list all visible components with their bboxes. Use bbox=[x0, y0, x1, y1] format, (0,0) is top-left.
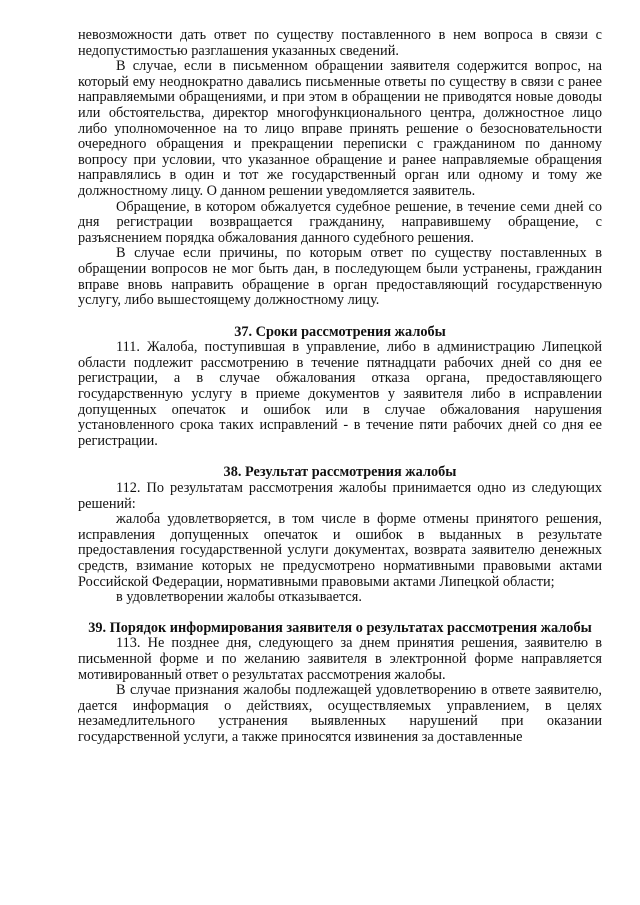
paragraph-112: 112. По результатам рассмотрения жалобы принимается одно из следующих решений: bbox=[78, 480, 602, 512]
spacer bbox=[78, 606, 602, 621]
section-heading-37: 37. Сроки рассмотрения жалобы bbox=[234, 323, 446, 340]
section-heading-38: 38. Результат рассмотрения жалобы bbox=[223, 464, 457, 481]
paragraph-continuation: невозможности дать ответ по существу поставленного в нем вопроса в связи с недопустимостью разглашения указанных сведений. bbox=[78, 27, 602, 59]
paragraph-reasons-removed: В случае если причины, по которым ответ по существу поставленных в обращении вопросов не мог быть дан, в последующем были устранены, гражданин вправе вновь направить обращение в орган предоставляющий государственную услугу, либо вышестоящему должностному лицу. bbox=[78, 245, 602, 309]
paragraph-complaint-refused: в удовлетворении жалобы отказывается. bbox=[116, 589, 362, 606]
section-heading-39: 39. Порядок информирования заявителя о результатах рассмотрения жалобы bbox=[88, 619, 592, 636]
paragraph-113: 113. Не позднее дня, следующего за днем принятия решения, заявителю в письменной форме и по желанию заявителя в электронной форме направляется мотивированный ответ о результатах рассмотрения жалобы. bbox=[78, 635, 602, 683]
paragraph-court-decision: Обращение, в котором обжалуется судебное решение, в течение семи дней со дня регистрации возвращается гражданину, направившему обращение, с разъяснением порядка обжалования данного судебного решения. bbox=[78, 198, 602, 246]
spacer bbox=[78, 449, 602, 465]
paragraph-repeated-appeals: В случае, если в письменном обращении заявителя содержится вопрос, на который ему неоднократно давались письменные ответы по существу в связи с ранее направляемыми обращениями, и при этом в обращении не приводятся новые доводы или обстоятельства, директор многофункционального центра, должностное лицо либо уполномоченное на то лицо вправе принять решение о безосновательности очередного обращения и прекращении переписки с гражданином по данному вопросу при условии, что указанное обращение и ранее направляемые обращения направлялись в один и тот же государственный орган или одному и тому же должностному лицу. О данном решении уведомляется заявитель. bbox=[78, 58, 602, 199]
paragraph-satisfied-response: В случае признания жалобы подлежащей удовлетворению в ответе заявителю, дается информация о действиях, осуществляемых управлением, в целях незамедлительного устранения выявленных нарушений при оказании государственной услуги, а также приносятся извинения за доставленные bbox=[78, 682, 602, 745]
paragraph-complaint-satisfied: жалоба удовлетворяется, в том числе в форме отмены принятого решения, исправления допущенных опечаток и ошибок в выданных в результате предоставления государственной услуги документах, возврата заявителю денежных средств, взимание которых не предусмотрено нормативными правовыми актами Российской Федерации, нормативными правовыми актами Липецкой области; bbox=[78, 511, 602, 590]
spacer bbox=[78, 309, 602, 325]
document-body bbox=[78, 28, 602, 746]
paragraph-111: 111. Жалоба, поступившая в управление, либо в администрацию Липецкой области подлежит рассмотрению в течение пятнадцати рабочих дней со дня ее регистрации, а в случае обжалования отказа органа, предоставляющего государственную услугу в приеме документов у заявителя либо в исправлении допущенных опечаток и ошибок или в случае обжалования нарушения установленного срока таких исправлений - в течение пяти рабочих дней со дня ее регистрации. bbox=[78, 339, 602, 449]
